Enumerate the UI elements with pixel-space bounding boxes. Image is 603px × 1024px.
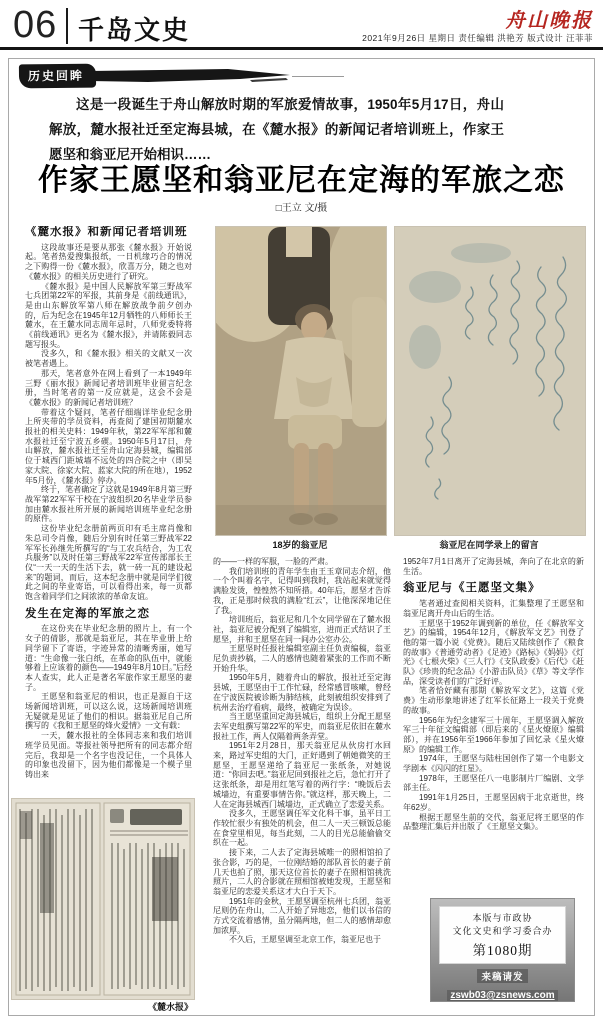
paragraph: 这段故事还是要从那张《麓水报》开始说起。笔者热爱搜集报纸，一日机缘巧合的情况之下购得一份《麓水报》，欣喜万分，随之也对《麓水报》的相关历史进行了研究。 [25,242,192,281]
subhead-romance-dinghai: 发生在定海的军旅之恋 [25,607,150,620]
paragraph: 那天，笔者意外在网上看到了一本1949年三野《丽水报》新闻记者培训班毕业留言纪念册，当时笔者的第一反应就是，这会不会是《麓水报》的新闻记者培训班？ [25,368,192,407]
paragraph: 1974年，王愿坚与陆柱国创作了第一个电影文学剧本《闪闪的红星》。 [403,754,584,774]
header-rule [0,47,603,50]
submission-email: zswb03@zsnews.com [447,990,557,1001]
col1-part-a [25,243,192,602]
article-frame [8,58,595,1016]
notice-line-1: 本版与市政协 [472,913,533,923]
paragraph: 王愿坚和翁亚尼的相识，也正是源自于这场新闻培训班，可以这么说，这场新闻培训班无疑就是见证了他们的相识。据翁亚尼自己所撰写的《我和王愿坚的烽火爱情》一文有载： [25,692,192,731]
paragraph: 笔者通过查阅相关资料，汇集整理了王愿坚和翁亚尼离开舟山后的生活。 [403,599,584,618]
dateline: 2021年9月26日 星期日 责任编辑 洪艳芳 版式设计 汪菲菲 [362,33,593,43]
paragraph: 当王愿坚重回定海县城后，组织上分配王愿坚去军史组撰写第22军的军史，而翁亚尼依旧在麓水报社工作，两人仅隔着两条弄堂。 [213,712,391,741]
paragraph: 的——一样的军服，一脸的严肃。 [213,557,333,566]
tag-rule [292,76,344,77]
photo-handwriting [394,226,586,536]
column-3 [403,557,584,893]
submission-label: 来稿请发 [477,969,527,983]
photo-lushui-newspaper [11,798,195,1000]
paragraph: 我们培训班的青年学生由王玉章同志介绍，他一个个叫着名字，记得叫到我时，我站起来就觉得满脸发烫，惶惶然不知所措。40年后，愿坚才告诉我，正是那时候我的满脸“红云”，让他深深地记住了我。 [213,566,391,615]
paragraph: 终于，笔者确定了这就是1949年8月第三野战军第22军军干校在宁波组织20名毕业学员参加由麓水报社所开展的新闻培训班毕业纪念册的原件。 [25,485,192,524]
paragraph: 王愿坚时任报社编辑室副主任负责编稿，翁亚尼负责抄稿，二人的感情也随着紧张的工作而不断开始升华。 [213,644,391,673]
subhead-wenji: 翁亚尼与《王愿坚文集》 [403,582,541,595]
notice-inner-card [439,906,566,964]
paragraph: 王愿坚于1952年调到新的单位，任《解放军文艺》的编辑，1954年12月，《解放军文艺》刊登了他的第一篇小说《党费》。随后又陆续创作了《粮食的故事》《普通劳动者》《足迹》《路标》《妈妈》《灯光》《七根火柴》《三人行》《支队政委》《后代》《赶队》《珍贵的纪念品》《小游击队员》《草》等文学作品，深受读者们的广泛好评。 [403,618,584,686]
intro-paragraph: 这是一段诞生于舟山解放时期的军旅爱情故事，1950年5月17日，舟山解放，麓水报社迁至定海县城，在《麓水报》的新闻记者培训班上，作家王愿坚和翁亚尼开始相识…… [49,97,504,162]
section-title: 千岛文史 [78,15,191,45]
paragraph: 带着这个疑问，笔者仔细端详毕业纪念册上所夹带的学员资料，再查阅了建国初期麓水报社的相关史料：1949年秋，第22军军部和麓水报社迁至宁波五乡碶。1950年5月17日，舟山解放，麓水报社迁至舟山定海县城，编辑部位于城西门距城墙不远处的四合院之中（即吴家大院、徐家大院、蓝家大院的所在地），1952年5月份，《麓水报》停办。 [25,407,192,485]
column-1 [25,226,192,796]
column-2 [213,557,391,1015]
header-divider [66,8,68,44]
history-tag-row [19,64,344,88]
caption-photo-note: 翁亚尼在同学录上的留言 [439,540,539,550]
subhead-training-class: 《麓水报》和新闻记者培训班 [25,226,188,238]
paragraph: 一天，麓水报社的全体同志来和我们培训班学员见面。等报社领导把所有的同志都介绍完后，我却是一个名字也没记住，一个具体人的印象也没留下，因为他们都像是一个模子里铸出来 [25,731,192,779]
ink-brush-tail-icon [90,68,290,84]
byline: □王立 文/摄 [275,203,328,214]
paragraph: 没多久，王愿坚调任军文化科干事，虽平日工作较忙很少有独处的机会，但二人一天三顿饭总能在食堂里相见，每当此刻，二人的目光总能偷偷交织在一起。 [213,809,391,848]
sepia-portrait-image [216,227,386,535]
paragraph: 在这份夹在毕业纪念册的照片上，有一个女子的倩影，那就是翁亚尼，其在毕业册上给同学留下了寄语，字迹异常的清晰秀丽，她写道：“生命像一张白纸，在革命的队伍中，就能够着上应该着的颜色——1949年8月10日。”后经本人查实，此人正是著名军旅作家王愿坚的妻子。 [25,624,192,692]
paragraph: 1951年的金秋，王愿坚调至杭州七兵团，翁亚尼则仍在舟山，二人开始了异地恋，他们以书信的方式交流着感情，虽分隔两地，但二人的感情却愈加浓厚。 [213,896,391,935]
col3-paragraphs [403,599,584,832]
handwriting-image [395,227,585,535]
caption-photo-woman: 18岁的翁亚尼 [272,540,328,550]
masthead-logo: 舟山晚报 [505,10,593,32]
paragraph: 根据王愿坚生前的交代，翁亚尼将王愿坚的作品整理汇集后并出版了《王愿坚文集》。 [403,812,584,832]
col2-paragraphs [213,567,391,945]
editorial-notice-box [430,898,575,1002]
paragraph: 笔者恰好藏有那期《解放军文艺》，这篇《党费》生动形象地讲述了红军长征路上一段关于党费的故事。 [403,686,584,715]
paragraph: 1951年2月28日，那天翁亚尼从伙房打水回来，路过军史组的大门，正好遇到了朝她微笑的王愿坚，王愿坚递给了翁亚尼一张纸条，对她说道：“你回去吧。”翁亚尼回到报社之后，急忙打开了这张纸条，却是用红笔写着的两行字：“晚饭后去城墙边，有重要事情告你。”就这样，那天晚上，二人在定海县城西门城墙边，正式确立了恋爱关系。 [213,741,391,809]
newspaper-image [12,799,194,999]
paragraph: 不久后，王愿坚调至北京工作，翁亚尼也于 [229,935,381,945]
paragraph: 1956年为纪念建军三十周年，王愿坚调入解放军三十年征文编辑部（即后来的《星火燎原》编辑部），并在1956年至1966年参加了回忆录《星火燎原》的编辑工作。 [403,715,584,754]
paragraph: 1952年7月1日离开了定海县城，奔向了在北京的新生活。 [403,557,584,576]
col1-part-b [25,624,192,779]
paragraph: 没多久，和《麓水报》相关的文献又一次被笔者遇上。 [25,349,192,369]
paragraph: 这份毕业纪念册前两页印有毛主席肖像和朱总司令肖像，随后分别有时任第三野战军22军军长孙继先所撰写的“与工农兵结合，为工农兵服务”以及时任第三野战军22军宣传部部长王仪“一天一天的生活下去，就一砖一瓦的建设起来”的题词，而后，这本纪念册中就是同学们彼此之间的毕业寄语，可以看得出来，每一页都饱含着同学们之间浓浓的革命友谊。 [25,524,192,602]
paragraph: 接下来，二人去了定海县城唯一的照相馆拍了张合影，巧的是，一位刚结婚的部队首长的妻子前几天也拍了照，那天这位首长的妻子在照相馆挑洗照片，二人的合影就在照相馆被她发现，王愿坚和翁亚尼的恋爱关系这才大白于天下。 [213,848,391,896]
page-header [0,0,603,48]
paragraph: 1978年，王愿坚任八一电影制片厂编剧、文学部主任。 [403,773,584,793]
main-headline: 作家王愿坚和翁亚尼在定海的军旅之恋 [38,164,565,197]
page-number: 06 [13,4,58,46]
ink-brush-tag: 历史回眸 [19,64,96,89]
photo-yongnian-18 [215,226,387,536]
paragraph: 1950年5月，随着舟山的解放，报社迁至定海县城，王愿坚由于工作忙碌，经常感冒咳嗽，曾经在宁波医院被诊断为肺结核，此刻被组织安排到了杭州去治疗看病，最终，被确定为误诊。 [213,673,391,712]
paragraph: 1991年1月25日，王愿坚因病于北京逝世，终年62岁。 [403,793,584,812]
issue-number: 第1080期 [472,943,533,958]
caption-photo-newspaper: 《麓水报》 [147,1002,193,1012]
paragraph: 培训班后，翁亚尼和几个女同学留在了麓水报社，翁亚尼被分配到了编辑室，进而正式结识了王愿坚，并和王愿坚在同一间办公室办公。 [213,615,391,644]
paragraph: 《麓水报》是中国人民解放军第三野战军七兵团第22军的军报，其前身是《前线通讯》，是由山东解放军第八师在解放战争前夕创办的，后为纪念在1945年12月牺牲的八师师长王麓水，在王麓水同志周年忌时，八师党委特将《前线通讯》更名为《麓水报》，并请陈毅同志题写报头。 [25,281,192,349]
notice-line-2: 文化文史和学习委合办 [452,926,553,936]
